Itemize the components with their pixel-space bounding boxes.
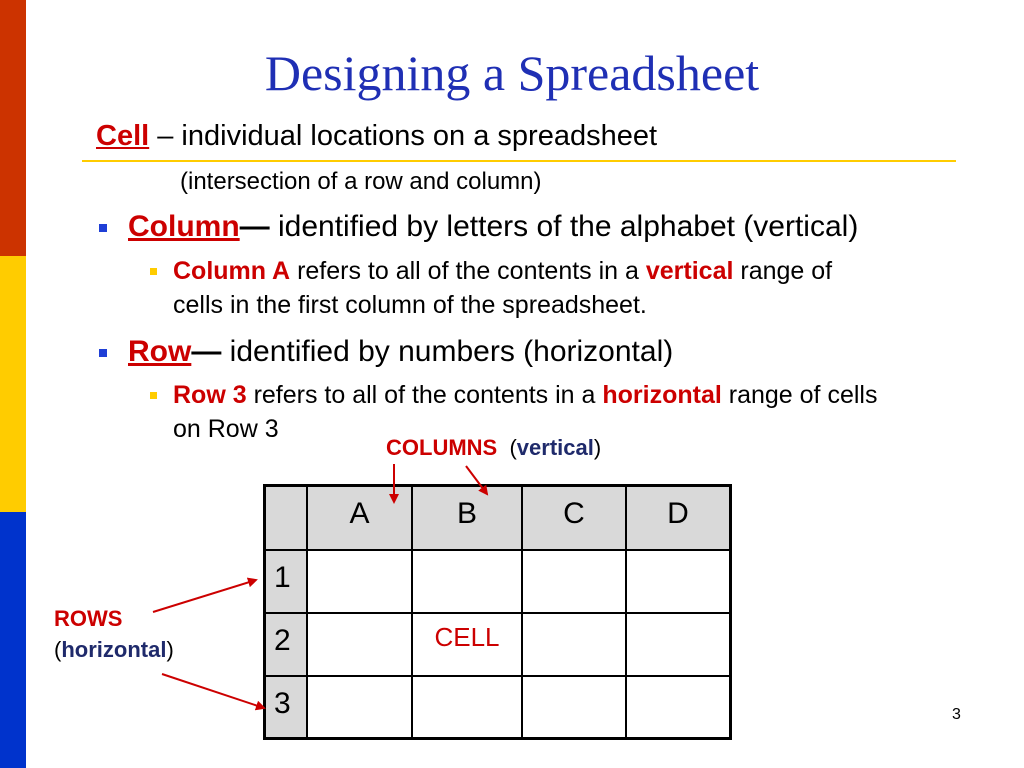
row-3-text2: range of cells [721,381,878,409]
rows-label-text: ROWS [54,606,123,631]
cell-def: – individual locations on a spreadsheet [149,120,658,152]
arrow-to-row-1 [153,580,256,612]
rows-paren-open: ( [54,637,62,662]
row-header: 3 [265,676,308,739]
arrow-to-row-3 [162,674,264,708]
row-term: Row [128,335,192,368]
columns-paren-close: ) [593,435,602,460]
column-a-text: refers to all of the contents in a [290,257,646,285]
column-def: identified by letters of the alphabet (vertical) [269,210,859,243]
rows-paren-close: ) [166,637,174,662]
slide-title: Designing a Spreadsheet [264,45,760,101]
column-header: D [626,486,731,550]
row-3-term: Row 3 [173,381,247,409]
columns-label: COLUMNS [386,435,498,460]
columns-paren-word: vertical [516,435,594,460]
slide-number: 3 [952,706,961,723]
row-3-line2: on Row 3 [173,415,279,443]
vertical-emphasis: vertical [645,257,734,285]
row-dash: — [191,335,222,368]
arrow-to-column-b [466,466,487,494]
column-header: C [522,486,626,550]
cell-term: Cell [96,120,150,152]
cell-label: CELL [412,613,522,676]
column-dash: — [239,210,270,243]
rows-paren-word: horizontal [61,637,167,662]
columns-paren-open: ( [497,435,517,460]
row-header: 1 [265,550,308,613]
column-term: Column [128,210,240,243]
row-def: identified by numbers (horizontal) [221,335,674,368]
column-a-term: Column A [173,257,291,285]
column-a-text2: range of [733,257,833,285]
column-a-line2: cells in the first column of the spreadsheet. [173,291,647,319]
column-header: A [307,486,412,550]
cell-subtext: (intersection of a row and column) [180,168,542,195]
row-header: 2 [265,613,308,676]
row-3-text: refers to all of the contents in a [246,381,603,409]
column-header: B [412,486,522,550]
horizontal-emphasis: horizontal [602,381,722,409]
